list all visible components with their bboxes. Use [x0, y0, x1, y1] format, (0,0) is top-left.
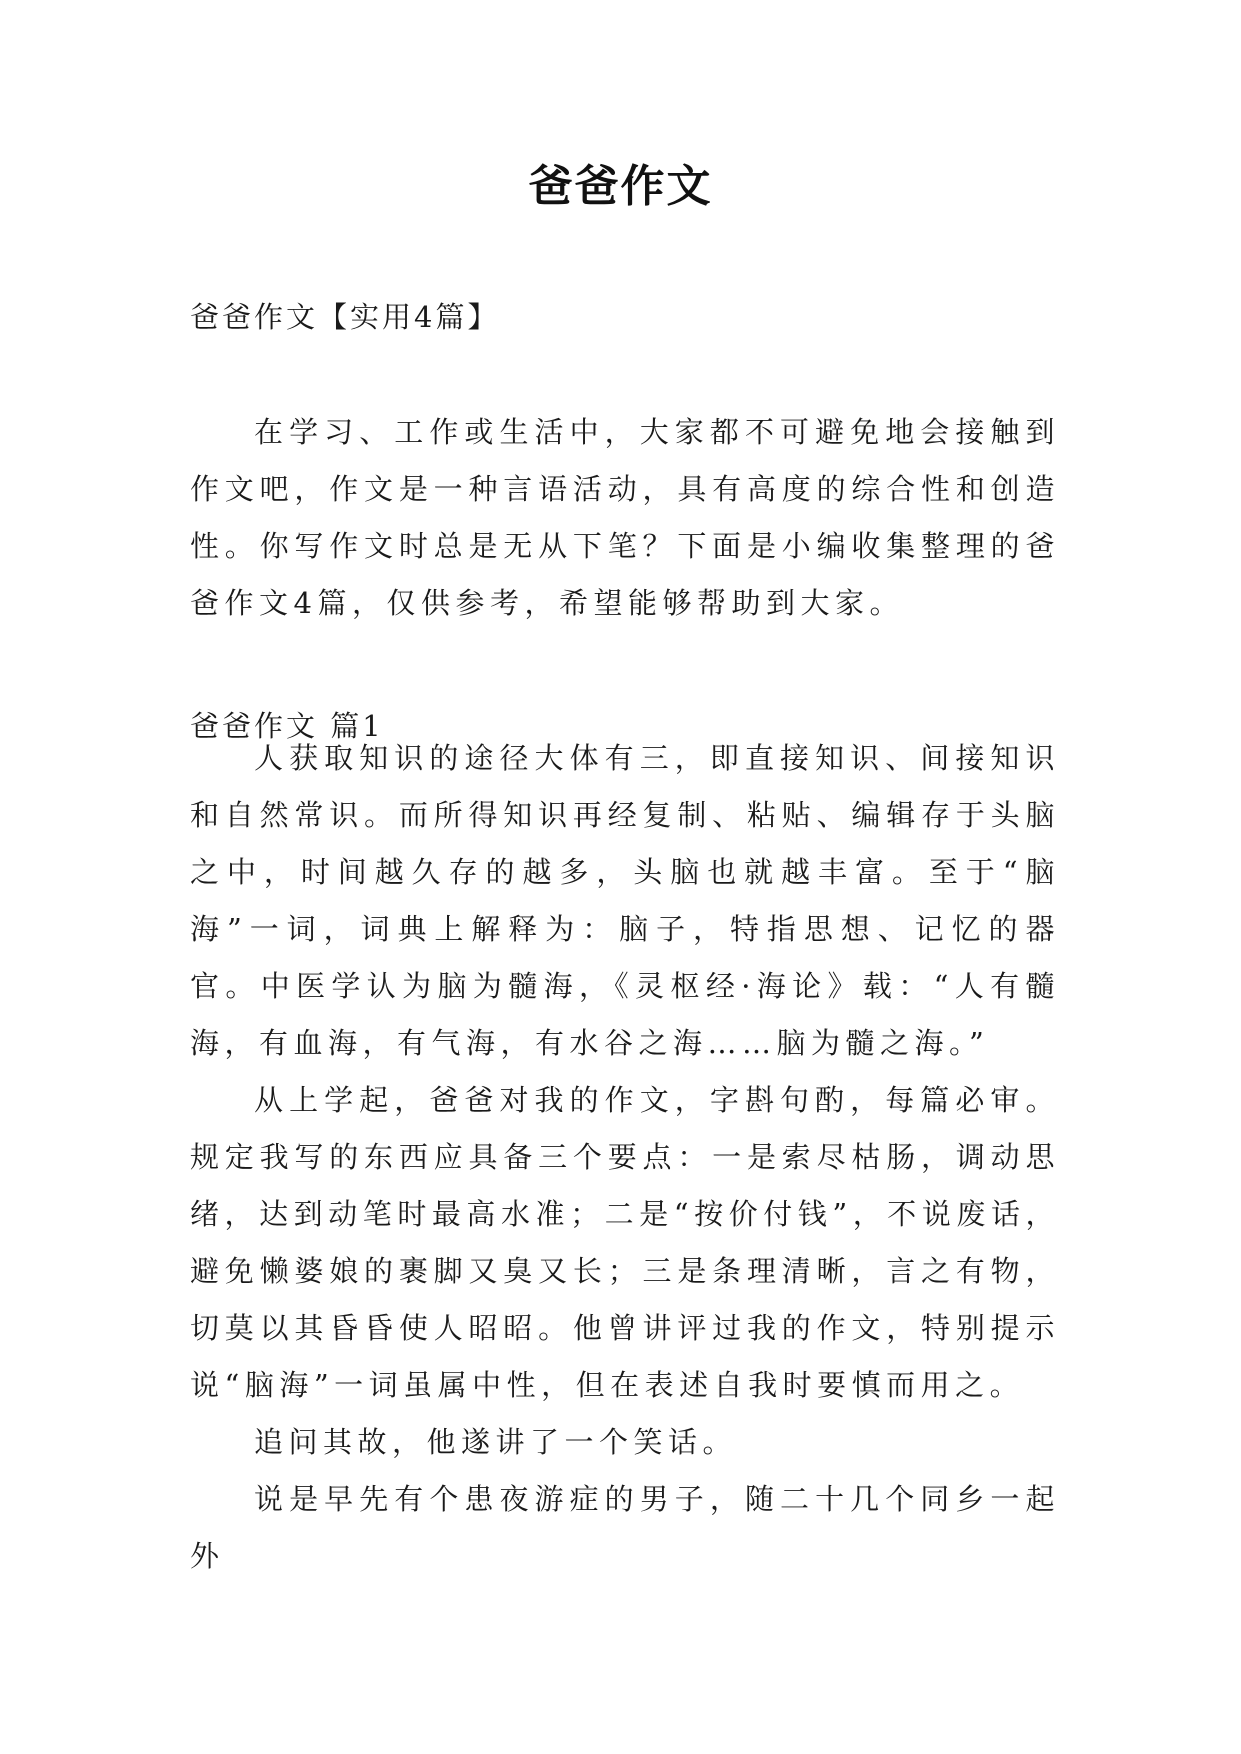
article-paragraph: 追问其故，他遂讲了一个笑话。 — [254, 1425, 738, 1459]
article-paragraph: 人获取知识的途径大体有三，即直接知识、间接知识和自然常识。而所得知识再经复制、粘贴、编辑存于头脑之中，时间越久存的越多，头脑也就越丰富。至于“脑海”一词，词典上解释为：脑子，特指思想、记忆的器官。中医学认为脑为髓海，《灵枢经·海论》载：“人有髓海，有血海，有气海，有水谷之海……脑为髓之海。” — [190, 741, 1060, 1060]
section-heading: 爸爸作文 篇1 — [190, 709, 384, 743]
intro-section — [190, 404, 1060, 632]
article-paragraph: 从上学起，爸爸对我的作文，字斟句酌，每篇必审。规定我写的东西应具备三个要点：一是索尽枯肠，调动思绪，达到动笔时最高水准；二是“按价付钱”，不说废话，避免懒婆娘的裹脚又臭又长；三是条理清晰，言之有物，切莫以其昏昏使人昭昭。他曾讲评过我的作文，特别提示说“脑海”一词虽属中性，但在表述自我时要慎而用之。 — [190, 1083, 1060, 1402]
article-body — [190, 730, 1060, 1585]
document-subtitle: 爸爸作文【实用4篇】 — [190, 300, 500, 334]
document-title: 爸爸作文 — [528, 161, 713, 212]
article-paragraph: 说是早先有个患夜游症的男子，随二十几个同乡一起外 — [190, 1482, 1060, 1573]
intro-paragraph: 在学习、工作或生活中，大家都不可避免地会接触到作文吧，作文是一种言语活动，具有高度的综合性和创造性。你写作文时总是无从下笔？下面是小编收集整理的爸爸作文4篇，仅供参考，希望能够帮助到大家。 — [190, 415, 1060, 620]
